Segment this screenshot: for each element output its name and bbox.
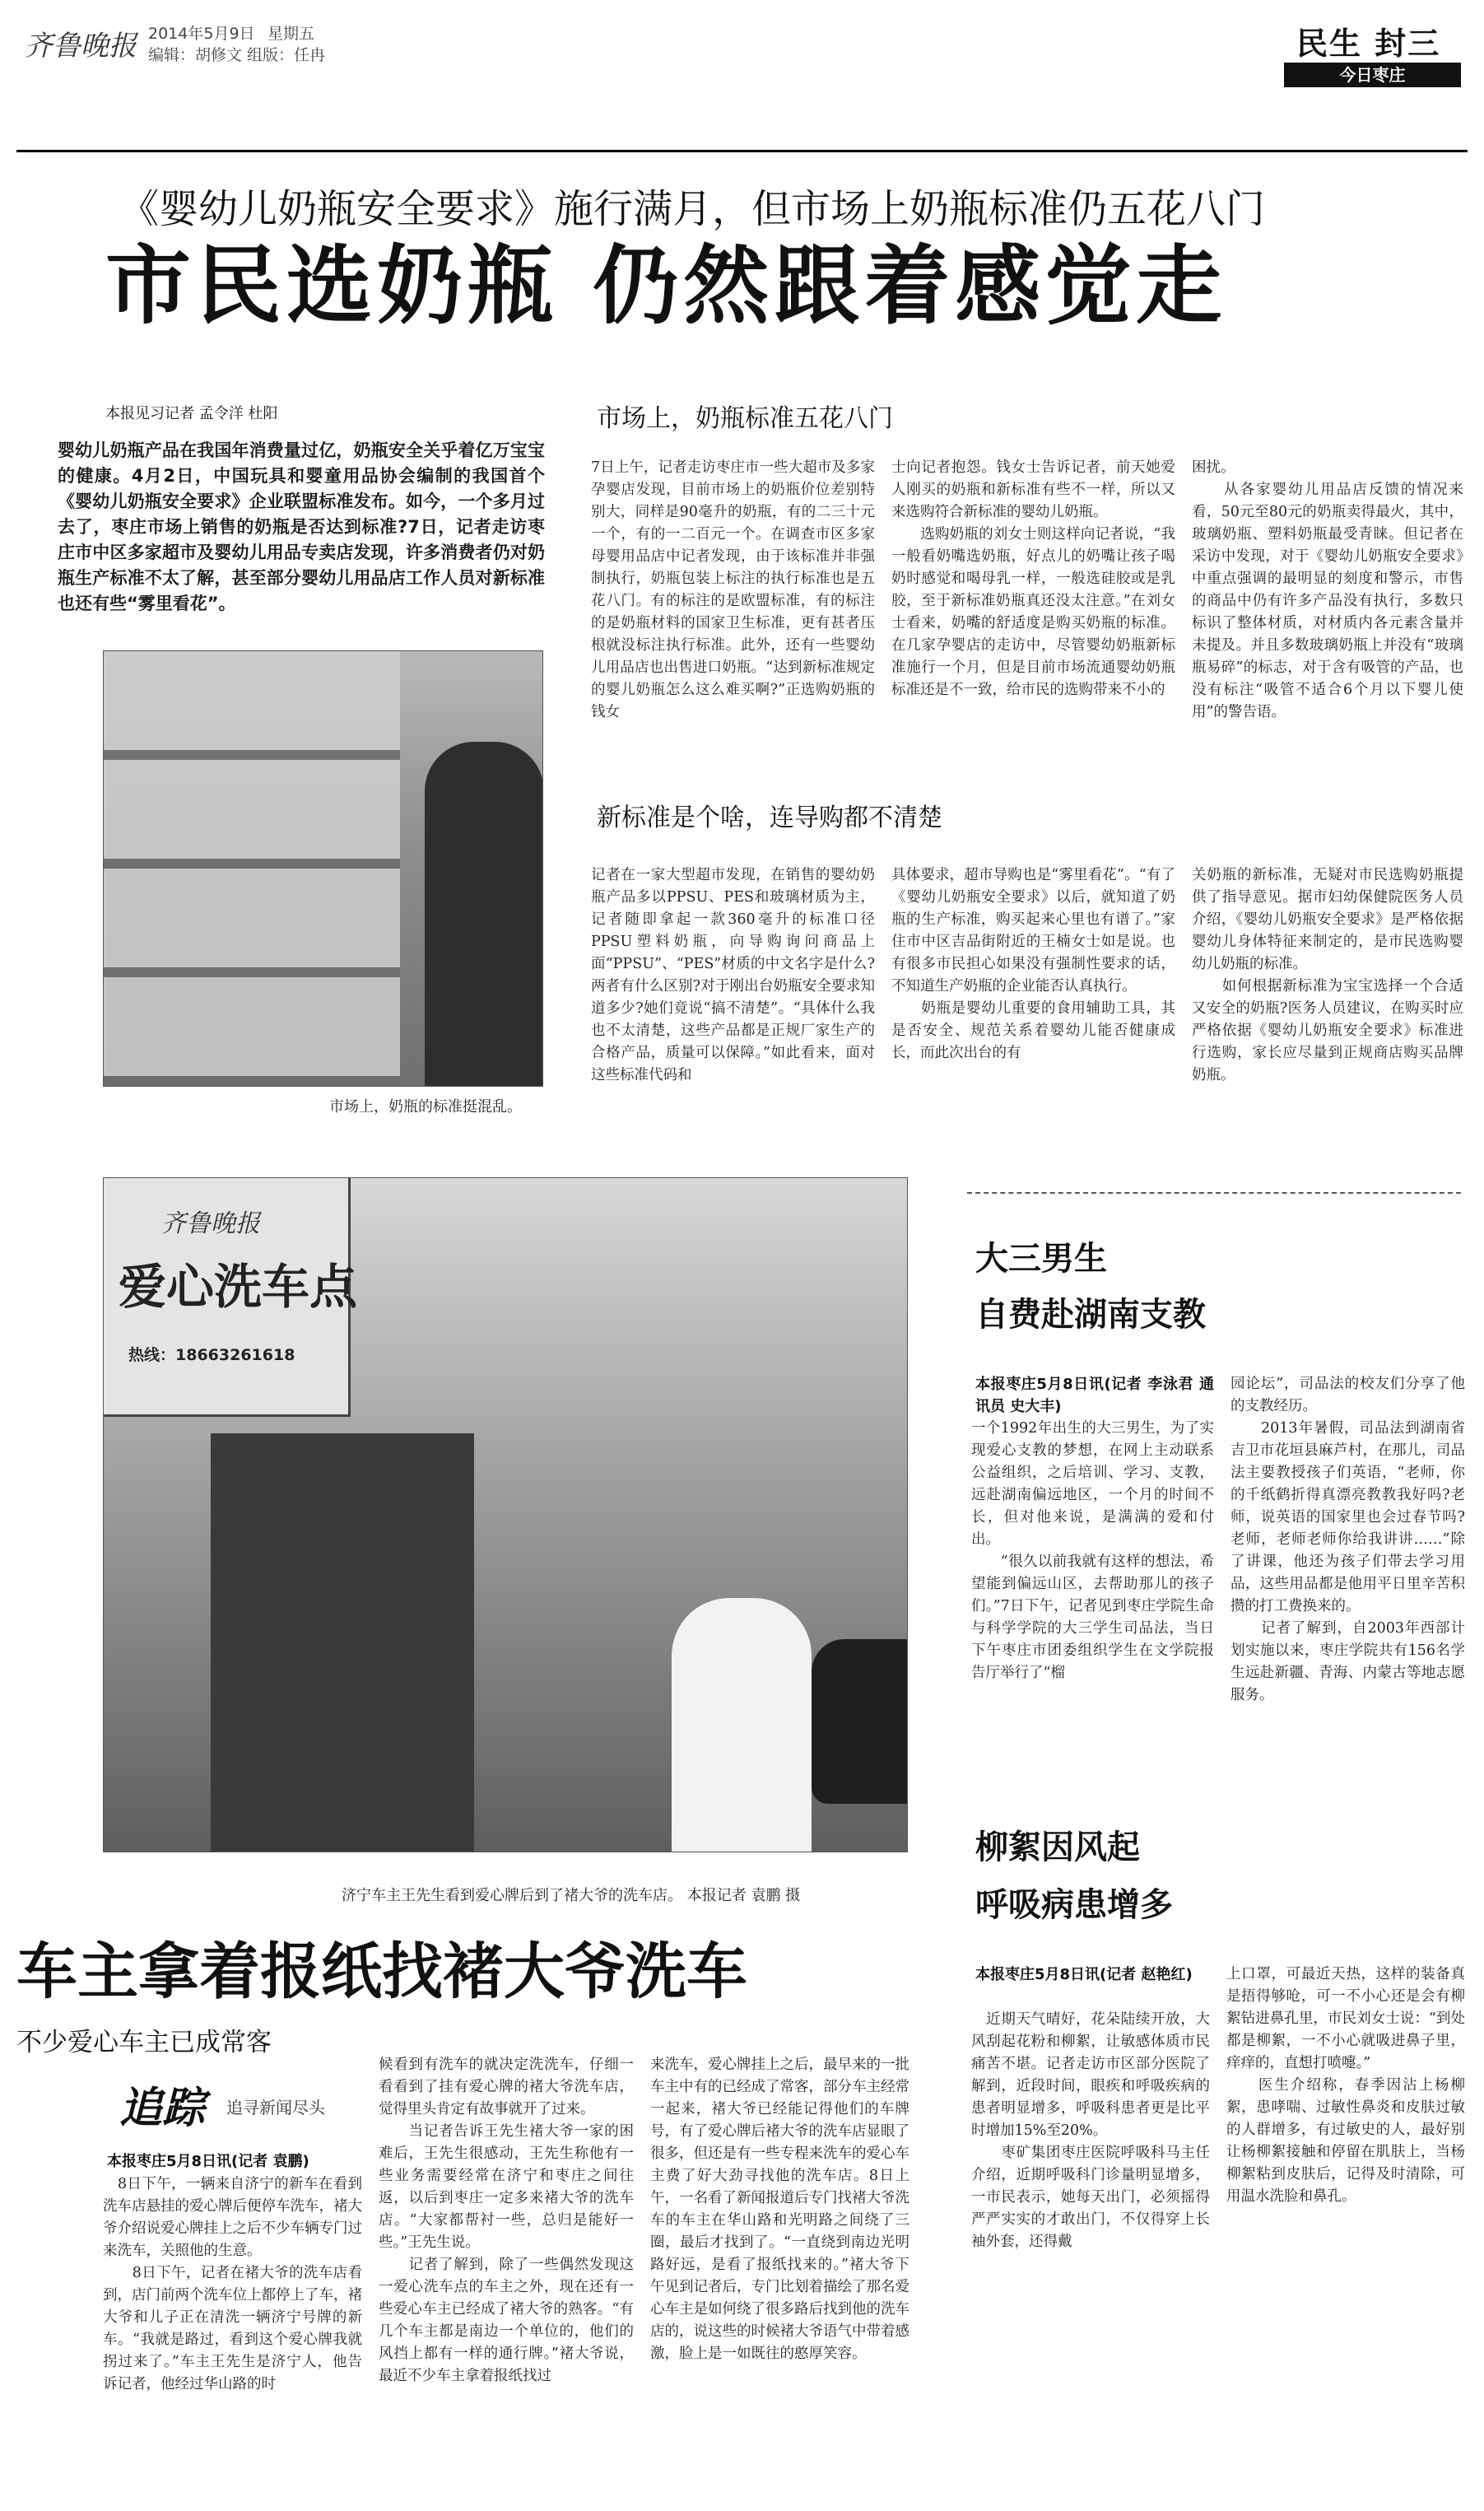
sign-hotline: 热线：18663261618 (128, 1346, 295, 1364)
section-divider (967, 1192, 1461, 1194)
lead-photo (103, 650, 543, 1087)
catkin-dateline: 本报枣庄5月8日讯(记者 赵艳红) (975, 1966, 1193, 1983)
student-headline-1: 大三男生 (975, 1240, 1107, 1278)
carwash-col-2: 候看到有洗车的就决定洗洗车，仔细一看看到了挂有爱心牌的褚大爷洗车店，觉得里头肯定有故事就开了过来。 当记者告诉王先生褚大爷一家的困难后，王先生很感动，王先生称他有一些业务需要经常在济宁和枣庄之间往返，以后到枣庄一定多来褚大爷的洗车店。“大家都帮衬一些，总归是能好一些。”王先生说。 记者了解到，除了一些偶然发现这一爱心洗车点的车主之外，现在还有一些爱心车主已经成了褚大爷的熟客。“有几个车主都是南边一个单位的，他们的风挡上都有一样的通行牌。”褚大爷说，最近不少车主拿着报纸找过 (379, 2057, 634, 2384)
lead-subhead-market: 市场上，奶瓶标准五花八门 (597, 404, 893, 433)
catkin-col-2: 上口罩，可最近天热，这样的装备真是捂得够呛，可一不小心还是会有柳絮钻进鼻孔里，市民刘女士说：“到处都是柳絮，一不小心就吸进鼻子里，痒痒的，直想打喷嚏。” 医生介绍称，春季因沾上杨柳絮，患哮喘、过敏性鼻炎和皮肤过敏的人群增多，有过敏史的人，最好别让杨柳絮接触和停留在肌肤上，当杨柳絮粘到皮肤后，记得及时清除，可用温水洗脸和鼻孔。 (1226, 1966, 1465, 2205)
sign-title: 爱心洗车点 (119, 1259, 358, 1315)
student-headline-2: 自费赴湖南支教 (975, 1296, 1206, 1334)
lead-subhead-standard: 新标准是个啥，连导购都不清楚 (597, 804, 942, 832)
lead-col-5: 具体要求，超市导购也是“雾里看花”。“有了《婴幼儿奶瓶安全要求》以后，就知道了奶瓶的生产标准，购买起来心里也有谱了。”家住市中区吉品街附近的王楠女士如是说。也有很多市民担心如果没有强制性要求的话，不知道生产奶瓶的企业能否认真执行。 奶瓶是婴幼儿重要的食用辅助工具，其是否安全、规范关系着婴幼儿能否健康成长，而此次出台的有 (891, 867, 1175, 1061)
carwash-dateline: 本报枣庄5月8日讯(记者 袁鹏) (107, 2153, 309, 2170)
catkin-headline-1: 柳絮因风起 (975, 1829, 1140, 1866)
tracking-badge (103, 2066, 374, 2132)
newspaper-logo: 齐鲁晚报 (25, 30, 137, 63)
catkin-col-1: 近期天气晴好，花朵陆续开放，大风刮起花粉和柳絮，让敏感体质市民痛苦不堪。记者走访市区部分医院了解到，近段时间，眼疾和呼吸疾病的患者明显增多，呼吸科患者更是比平时增加15%至20%。 枣矿集团枣庄医院呼吸科马主任介绍，近期呼吸科门诊量明显增多，一市民表示，她每天出门，必须摇得严严实实的才敢出门，不仅得穿上长袖外套，还得戴 (971, 2011, 1210, 2250)
carwash-sign (104, 1178, 358, 1417)
shop-door-graphic (211, 1433, 474, 1852)
carwash-col-3: 来洗车，爱心牌挂上之后，最早来的一批车主中有的已经成了常客，部分车主经常一起来，褚大爷已经能记得他们的车牌号，有了爱心牌后褚大爷的洗车店显眼了很多，但还是有一些专程来洗车的爱心车主费了好大劲寻找他的洗车店。8日上午，一名看了新闻报道后专门找褚大爷洗车的车主在华山路和光明路之间绕了三圈，最后才找到了。“一直绕到南边光明路好远，是看了报纸找来的。”褚大爷下午见到记者后，专门比划着描绘了那名爱心车主是如何绕了很多路后找到他的洗车店的，说这些的时候褚大爷语气中带着感激，脸上是一如既往的憨厚笑容。 (650, 2057, 909, 2362)
issue-date: 2014年5月9日 (148, 25, 255, 43)
student-col-2: 园论坛”，司品法的校友们分享了他的支教经历。 2013年暑假，司品法到湖南省吉卫市花垣县麻芦村，在那儿，司品法主要教授孩子们英语，“老师，你的千纸鹤折得真漂亮教教我好吗?老师，说英语的国家里也会过春节吗?老师，老师老师你给我讲讲……”除了讲课，他还为孩子们带去学习用品，这些用品都是他用平日里辛苦积攒的打工费换来的。 记者了解到，自2003年西部计划实施以来，枣庄学院共有156名学生远赴新疆、青海、内蒙古等地志愿服务。 (1230, 1376, 1465, 1703)
man-figure-graphic (672, 1598, 812, 1852)
car-graphic (812, 1639, 908, 1804)
editor-credit: 编辑：胡修文 (148, 46, 243, 64)
lead-headline: 市民选奶瓶 仍然跟着感觉走 (105, 235, 1227, 336)
sign-brand: 齐鲁晚报 (161, 1209, 260, 1238)
lead-byline: 本报见习记者 孟令洋 杜阳 (105, 405, 278, 422)
lead-intro: 婴幼儿奶瓶产品在我国年消费量过亿，奶瓶安全关乎着亿万宝宝的健康。4月2日，中国玩具和婴童用品协会编制的我国首个《婴幼儿奶瓶安全要求》企业联盟标准发布。如今，一个多月过去了，枣庄市场上销售的奶瓶是否达到标准?7日，记者走访枣庄市中区多家超市及婴幼儿用品专卖店发现，许多消费者仍对奶瓶生产标准不太了解，甚至部分婴幼儿用品店工作人员对新标准也还有些“雾里看花”。 (58, 440, 545, 613)
issue-weekday: 星期五 (267, 25, 315, 43)
masthead-rule (16, 150, 1468, 152)
edition-label: 今日枣庄 (1339, 65, 1406, 85)
lead-photo-caption: 市场上，奶瓶的标准挺混乱。 (329, 1098, 522, 1116)
section-title: 民生 封三 (1296, 26, 1441, 62)
student-dateline: 本报枣庄5月8日讯(记者 李泳君 通讯员 史大丰) (975, 1376, 1214, 1415)
shopper-graphic (425, 742, 543, 1087)
catkin-headline-2: 呼吸病患增多 (975, 1886, 1173, 1924)
tracking-badge-sub: 追寻新闻尽头 (226, 2098, 325, 2117)
carwash-photo-caption: 济宁车主王先生看到爱心牌后到了褚大爷的洗车店。 本报记者 袁鹏 摄 (342, 1887, 801, 1904)
lead-col-4: 记者在一家大型超市发现，在销售的婴幼奶瓶产品多以PPSU、PES和玻璃材质为主，记者随即拿起一款360毫升的标准口径PPSU塑料奶瓶，向导购询问商品上面“PPSU”、“PES”材质的中文名字是什么?两者有什么区别?对于刚出台奶瓶安全要求知道多少?她们竟说“搞不清楚”。“具体什么我也不太清楚，这些产品都是正规厂家生产的合格产品，质量可以保障。”如此看来，面对这些标准代码和 (591, 867, 875, 1083)
lead-col-1: 7日上午，记者走访枣庄市一些大超市及多家孕婴店发现，目前市场上的奶瓶价位差别特别大，同样是90毫升的奶瓶，有的二三十元一个，有的一二百元一个。在调查市区多家母婴用品店中记者发现，由于该标准并非强制执行，奶瓶包装上标注的执行标准也是五花八门。有的标注的是欧盟标准，有的标注的是奶瓶材料的国家卫生标准，更有甚者压根就没标注执行标准。此外，还有一些婴幼儿用品店也出售进口奶瓶。“达到新标准规定的婴儿奶瓶怎么这么难买啊?”正选购奶瓶的钱女 (591, 459, 875, 720)
student-col-1: 一个1992年出生的大三男生，为了实现爱心支教的梦想，在网上主动联系公益组织，之后培训、学习、支教，远赴湖南偏远地区，一个月的时间不长，但对他来说，是满满的爱和付出。 “很久以前我就有这样的想法，希望能到偏远山区，去帮助那儿的孩子们。”7日下午，记者见到枣庄学院生命与科学学院的大三学生司品法，当日下午枣庄市团委组织学生在文学院报告厅举行了“榴 (971, 1420, 1214, 1681)
masthead (0, 0, 1484, 152)
carwash-headline: 车主拿着报纸找褚大爷洗车 (16, 1936, 747, 2007)
tracking-badge-main: 追踪 (119, 2083, 206, 2133)
edition-tag (1284, 63, 1461, 87)
lead-col-3: 困扰。 从各家婴幼儿用品店反馈的情况来看，50元至80元的奶瓶卖得最火，其中，玻璃奶瓶、塑料奶瓶最受青睐。但记者在采访中发现，对于《婴幼儿奶瓶安全要求》中重点强调的最明显的刻度和警示，市售的商品中仍有许多产品没有执行，多数只标识了整体材质，对材质内各元素含量并未提及。并且多数玻璃奶瓶上并没有“玻璃瓶易碎”的标志，对于含有吸管的产品，也没有标注“吸管不适合6个月以下婴儿使用”的警告语。 (1192, 459, 1463, 720)
lead-kicker: 《婴幼儿奶瓶安全要求》施行满月，但市场上奶瓶标准仍五花八门 (119, 186, 1266, 232)
lead-col-6: 关奶瓶的新标准，无疑对市民选购奶瓶提供了指导意见。据市妇幼保健院医务人员介绍，《婴幼儿奶瓶安全要求》是严格依据婴幼儿身体特征来制定的，是市民选购婴幼儿奶瓶的标准。 如何根据新标准为宝宝选择一个合适又安全的奶瓶?医务人员建议，在购买时应严格依据《婴幼儿奶瓶安全要求》标准进行选购，家长应尽量到正规商店购买品牌奶瓶。 (1192, 867, 1463, 1083)
carwash-photo (103, 1177, 908, 1852)
carwash-subtitle: 不少爱心车主已成常客 (16, 2028, 272, 2057)
carwash-col-1: 8日下午，一辆来自济宁的新车在看到洗车店悬挂的爱心牌后便停车洗车，褚大爷介绍说爱心牌挂上之后不少车辆专门过来洗车，关照他的生意。 8日下午，记者在褚大爷的洗车店看到，店门前两个洗车位上都停上了车，褚大爷和儿子正在清洗一辆济宁号牌的新车。“我就是路过，看到这个爱心牌我就拐过来了。”车主王先生是济宁人，他告诉记者，他经过华山路的时 (103, 2176, 362, 2392)
lead-col-2: 士向记者抱怨。钱女士告诉记者，前天她爱人刚买的奶瓶和新标准有些不一样，所以又来选购符合新标准的婴幼儿奶瓶。 选购奶瓶的刘女士则这样向记者说，“我一般看奶嘴选奶瓶，好点儿的奶嘴让孩子喝奶时感觉和喝母乳一样，一般选硅胶或是乳胶，至于新标准奶瓶真还没太注意。”在刘女士看来，奶嘴的舒适度是购买奶瓶的标准。在几家孕婴店的走访中，尽管婴幼奶瓶新标准施行一个月，但是目前市场流通婴幼奶瓶标准还是不一致，给市民的选购带来不小的 (891, 459, 1175, 698)
layout-credit: 组版：任冉 (247, 46, 326, 64)
shelf-graphic (104, 651, 400, 1087)
